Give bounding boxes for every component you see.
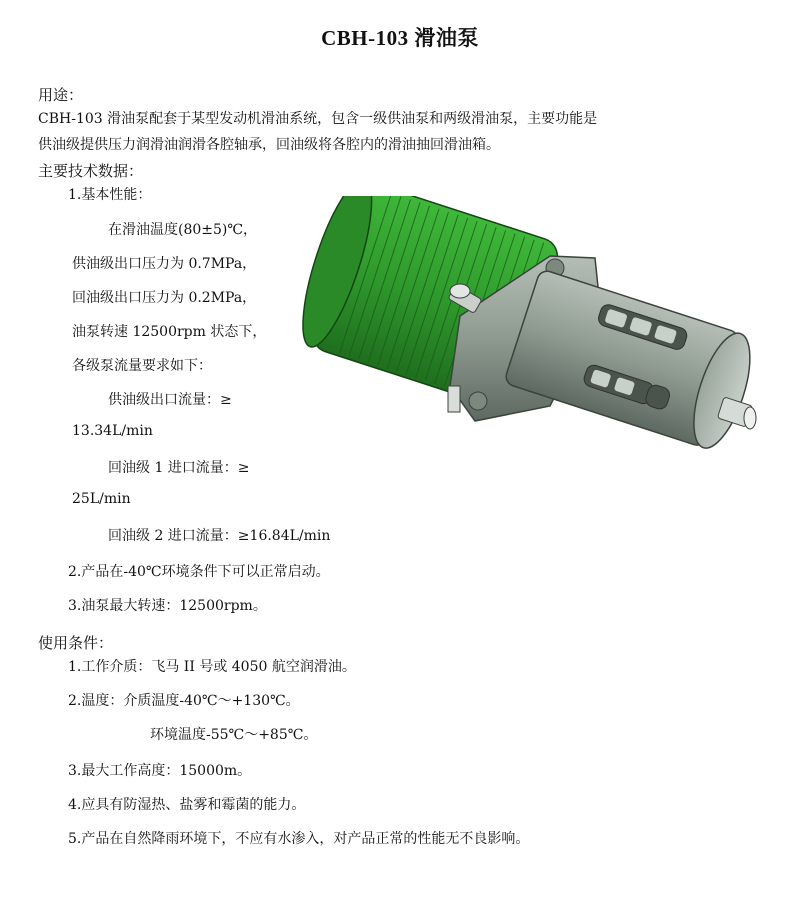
perf-line: 回油级出口压力为 0.2MPa， — [72, 290, 257, 306]
basic-performance-heading: 1.基本性能： — [68, 187, 152, 203]
condition-item-2: 2.温度：介质温度-40℃～+130℃。 — [68, 693, 300, 709]
page-title: CBH-103 滑油泵 — [321, 26, 479, 50]
oil-pump-illustration — [300, 196, 770, 486]
perf-line: 25L/min — [72, 491, 131, 507]
perf-line: 回油级 2 进口流量：≥16.84L/min — [108, 528, 331, 544]
usage-text-line-2: 供油级提供压力润滑油润滑各腔轴承，回油级将各腔内的滑油抽回滑油箱。 — [38, 137, 500, 153]
perf-line: 油泵转速 12500rpm 状态下， — [72, 324, 267, 340]
perf-line: 回油级 1 进口流量：≥ — [108, 460, 250, 476]
perf-line: 供油级出口流量：≥ — [108, 392, 232, 408]
usage-heading: 用途： — [38, 86, 84, 104]
specs-heading: 主要技术数据： — [38, 162, 144, 180]
condition-item-2-ambient: 环境温度-55℃～+85℃。 — [150, 727, 318, 743]
perf-line: 13.34L/min — [72, 423, 153, 439]
perf-line: 供油级出口压力为 0.7MPa， — [72, 256, 257, 272]
perf-line: 在滑油温度(80±5)℃， — [108, 222, 258, 238]
conditions-heading: 使用条件： — [38, 634, 114, 652]
spec-item-3: 3.油泵最大转速：12500rpm。 — [68, 598, 267, 614]
condition-item-5: 5.产品在自然降雨环境下，不应有水渗入，对产品正常的性能无不良影响。 — [68, 831, 530, 847]
spec-item-2: 2.产品在-40℃环境条件下可以正常启动。 — [68, 564, 330, 580]
pump-cylinder — [504, 269, 762, 455]
condition-item-4: 4.应具有防湿热、盐雾和霉菌的能力。 — [68, 797, 306, 813]
perf-line: 各级泵流量要求如下： — [72, 358, 212, 374]
condition-item-1: 1.工作介质：飞马 II 号或 4050 航空润滑油。 — [68, 659, 356, 675]
condition-item-3: 3.最大工作高度：15000m。 — [68, 763, 252, 779]
usage-text-line-1: CBH-103 滑油泵配套于某型发动机滑油系统，包含一级供油泵和两级滑油泵，主要功能是 — [38, 111, 598, 127]
